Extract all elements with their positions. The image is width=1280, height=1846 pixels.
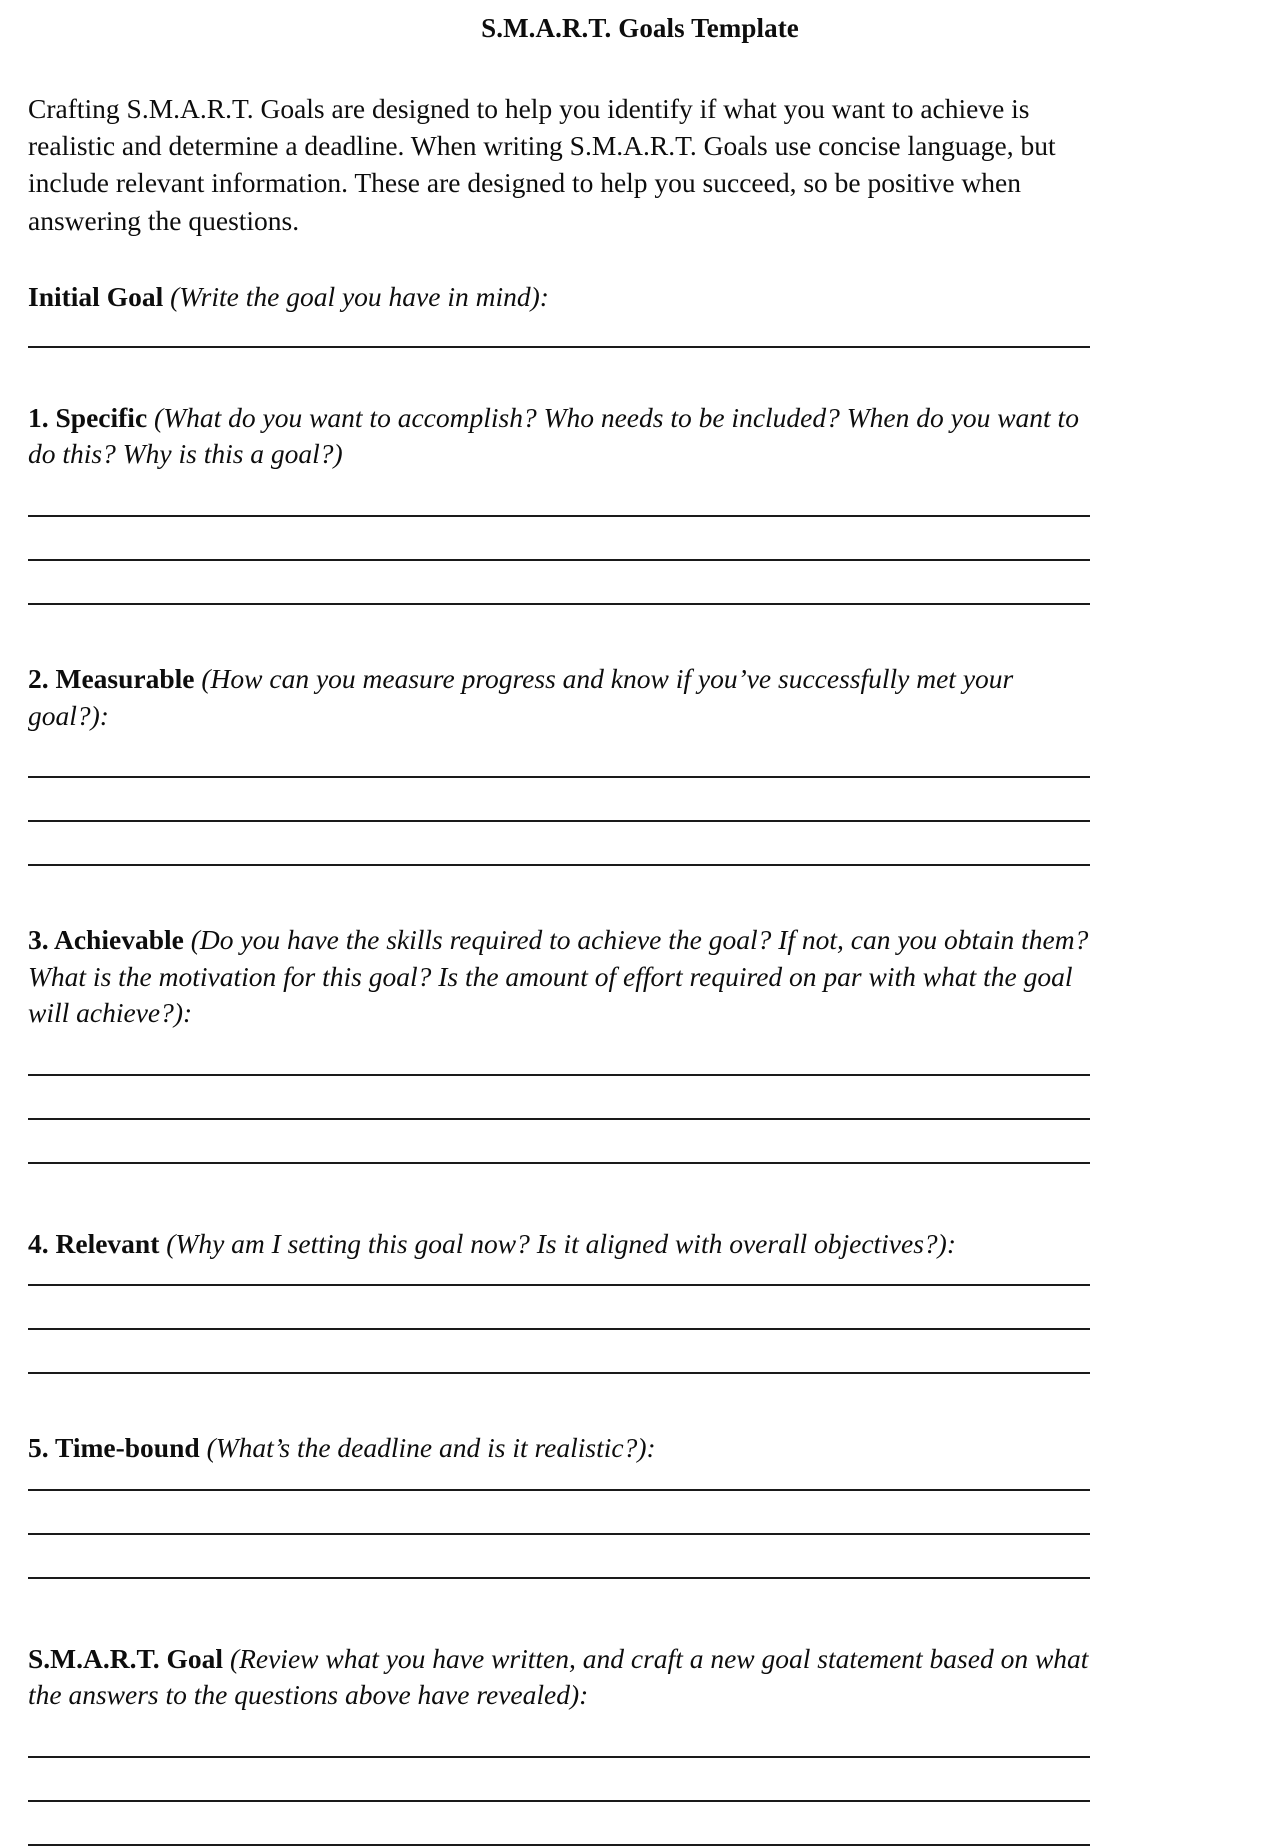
section-label-s-m-a-r-t-goal: S.M.A.R.T. Goal <box>28 1642 230 1674</box>
section-initial-goal <box>28 279 1252 400</box>
section-heading-initial-goal <box>28 279 1098 316</box>
spacer <box>28 1467 1252 1489</box>
spacer <box>28 1330 1252 1372</box>
spacer <box>28 1491 1252 1533</box>
spacer <box>28 1164 1252 1226</box>
intro-paragraph: Crafting S.M.A.R.T. Goals are designed to help you identify if what you want to achieve is realistic and determine a deadline. When writing S.M.A.R.T. Goals use concise language, but include relevant information. These are designed to help you succeed, so be positive when answering the questions. <box>28 92 1056 236</box>
spacer <box>28 1076 1252 1118</box>
section-3-achievable <box>28 922 1252 1226</box>
answer-lines-3-achievable <box>28 1074 1252 1164</box>
section-label-5-time-bound: 5. Time-bound <box>28 1432 207 1464</box>
section-heading-4-relevant <box>28 1226 1098 1263</box>
spacer <box>28 348 1252 400</box>
section-5-time-bound <box>28 1430 1252 1641</box>
spacer <box>28 1286 1252 1328</box>
spacer <box>28 1802 1252 1844</box>
section-s-m-a-r-t-goal <box>28 1641 1252 1846</box>
section-4-relevant <box>28 1226 1252 1431</box>
section-prompt-5-time-bound: (What’s the deadline and is it realistic?): <box>206 1432 656 1464</box>
spacer <box>28 605 1252 661</box>
spacer <box>28 473 1252 515</box>
spacer <box>28 1374 1252 1430</box>
spacer <box>28 734 1252 776</box>
spacer <box>28 1032 1252 1074</box>
spacer <box>28 561 1252 603</box>
section-heading-5-time-bound <box>28 1430 1098 1467</box>
spacer <box>28 822 1252 864</box>
section-label-1-specific: 1. Specific <box>28 401 155 433</box>
section-label-2-measurable: 2. Measurable <box>28 662 202 694</box>
spacer <box>28 778 1252 820</box>
section-label-initial-goal: Initial Goal <box>28 281 171 313</box>
section-heading-2-measurable <box>28 661 1098 734</box>
section-heading-1-specific <box>28 400 1098 473</box>
section-prompt-s-m-a-r-t-goal: (Review what you have written, and craft a new goal statement based on what the answers to the questions above have revealed): <box>28 1642 1089 1711</box>
section-prompt-4-relevant: (Why am I setting this goal now? Is it aligned with overall objectives?): <box>166 1227 956 1259</box>
sections-container <box>28 400 1252 1846</box>
section-heading-s-m-a-r-t-goal <box>28 1641 1098 1714</box>
answer-lines-4-relevant <box>28 1284 1252 1374</box>
spacer <box>28 517 1252 559</box>
spacer <box>28 316 1252 346</box>
section-label-4-relevant: 4. Relevant <box>28 1227 167 1259</box>
answer-lines-1-specific <box>28 515 1252 605</box>
section-heading-3-achievable <box>28 922 1098 1032</box>
section-label-3-achievable: 3. Achievable <box>28 924 191 956</box>
answer-lines-5-time-bound <box>28 1489 1252 1579</box>
section-prompt-3-achievable: (Do you have the skills required to achieve the goal? If not, can you obtain them? What is the motivation for this goal? Is the amount of effort required on par with what the goal will achieve?): <box>28 924 1089 1029</box>
spacer <box>28 1262 1252 1284</box>
page-title: S.M.A.R.T. Goals Template <box>481 13 799 43</box>
section-1-specific <box>28 400 1252 661</box>
spacer <box>28 1120 1252 1162</box>
section-prompt-initial-goal: (Write the goal you have in mind): <box>170 281 549 313</box>
section-2-measurable <box>28 661 1252 922</box>
answer-lines-s-m-a-r-t-goal <box>28 1756 1252 1846</box>
spacer <box>28 1714 1252 1756</box>
section-prompt-2-measurable: (How can you measure progress and know if you’ve successfully met your goal?): <box>28 662 1014 731</box>
spacer <box>28 1758 1252 1800</box>
spacer <box>28 866 1252 922</box>
spacer <box>28 1535 1252 1577</box>
section-prompt-1-specific: (What do you want to accomplish? Who needs to be included? When do you want to do this? Why is this a goal?) <box>28 401 1079 470</box>
spacer <box>28 1579 1252 1641</box>
answer-lines-2-measurable <box>28 776 1252 866</box>
